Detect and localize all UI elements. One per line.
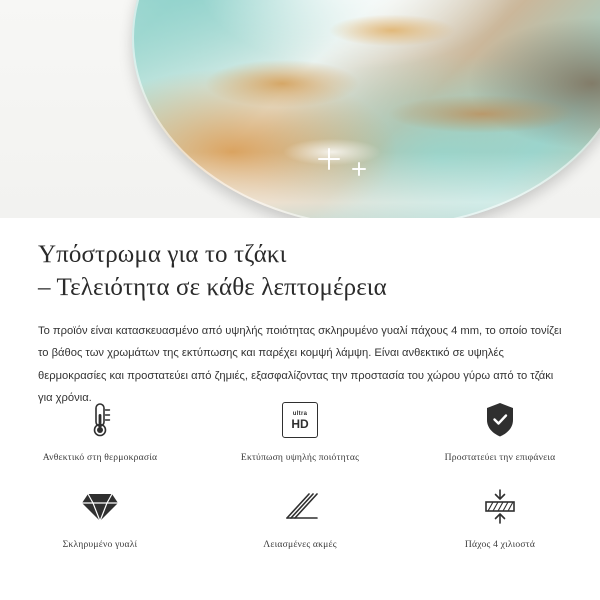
feature-item-polished-edges [200, 485, 400, 550]
feature-label: Πάχος 4 χιλιοστά [464, 539, 536, 550]
feature-label: Λειασμένες ακμές [263, 539, 337, 550]
product-description: Το προϊόν είναι κατασκευασμένο από υψηλής ποιότητας σκληρυμένο γυαλί πάχους 4 mm, το οποίο τονίζει το βάθος των χρωμάτων της εκτύπωσης και παρέχει κομψή λάμψη. Είναι ανθεκτικό σε υψηλές θερμοκρασίες και προστατεύει από ζημιές, εξασφαλίζοντας την προστασία του χώρου γύρω από το τζάκι για χρόνια. [38, 325, 562, 405]
feature-label: Εκτύπωση υψηλής ποιότητας [240, 452, 360, 463]
feature-grid [0, 398, 600, 550]
feature-label: Ανθεκτικό στη θερμοκρασία [42, 452, 158, 463]
feature-item-thickness [400, 485, 600, 550]
page-title-line-2: – Τελειότητα σε κάθε λεπτομέρεια [38, 274, 387, 301]
content-block [0, 218, 600, 410]
hero-image [0, 0, 600, 218]
badge-hd-text: HD [291, 416, 309, 431]
diamond-icon [80, 485, 120, 529]
ultra-hd-icon [282, 398, 318, 442]
feature-label: Σκληρυμένο γυαλί [62, 539, 138, 550]
feature-item-temperature [0, 398, 200, 463]
badge-ultra-text: ultra [292, 410, 308, 417]
polished-edges-icon [281, 485, 319, 529]
feature-item-surface-protection [400, 398, 600, 463]
feature-item-tempered-glass [0, 485, 200, 550]
feature-label: Προστατεύει την επιφάνεια [444, 452, 556, 463]
feature-item-print-quality [200, 398, 400, 463]
thermometer-icon [83, 398, 117, 442]
page-title [0, 218, 600, 304]
page-title-line-1: Υπόστρωμα για το τζάκι [38, 241, 287, 268]
thickness-icon [480, 485, 520, 529]
shield-check-icon [481, 398, 519, 442]
